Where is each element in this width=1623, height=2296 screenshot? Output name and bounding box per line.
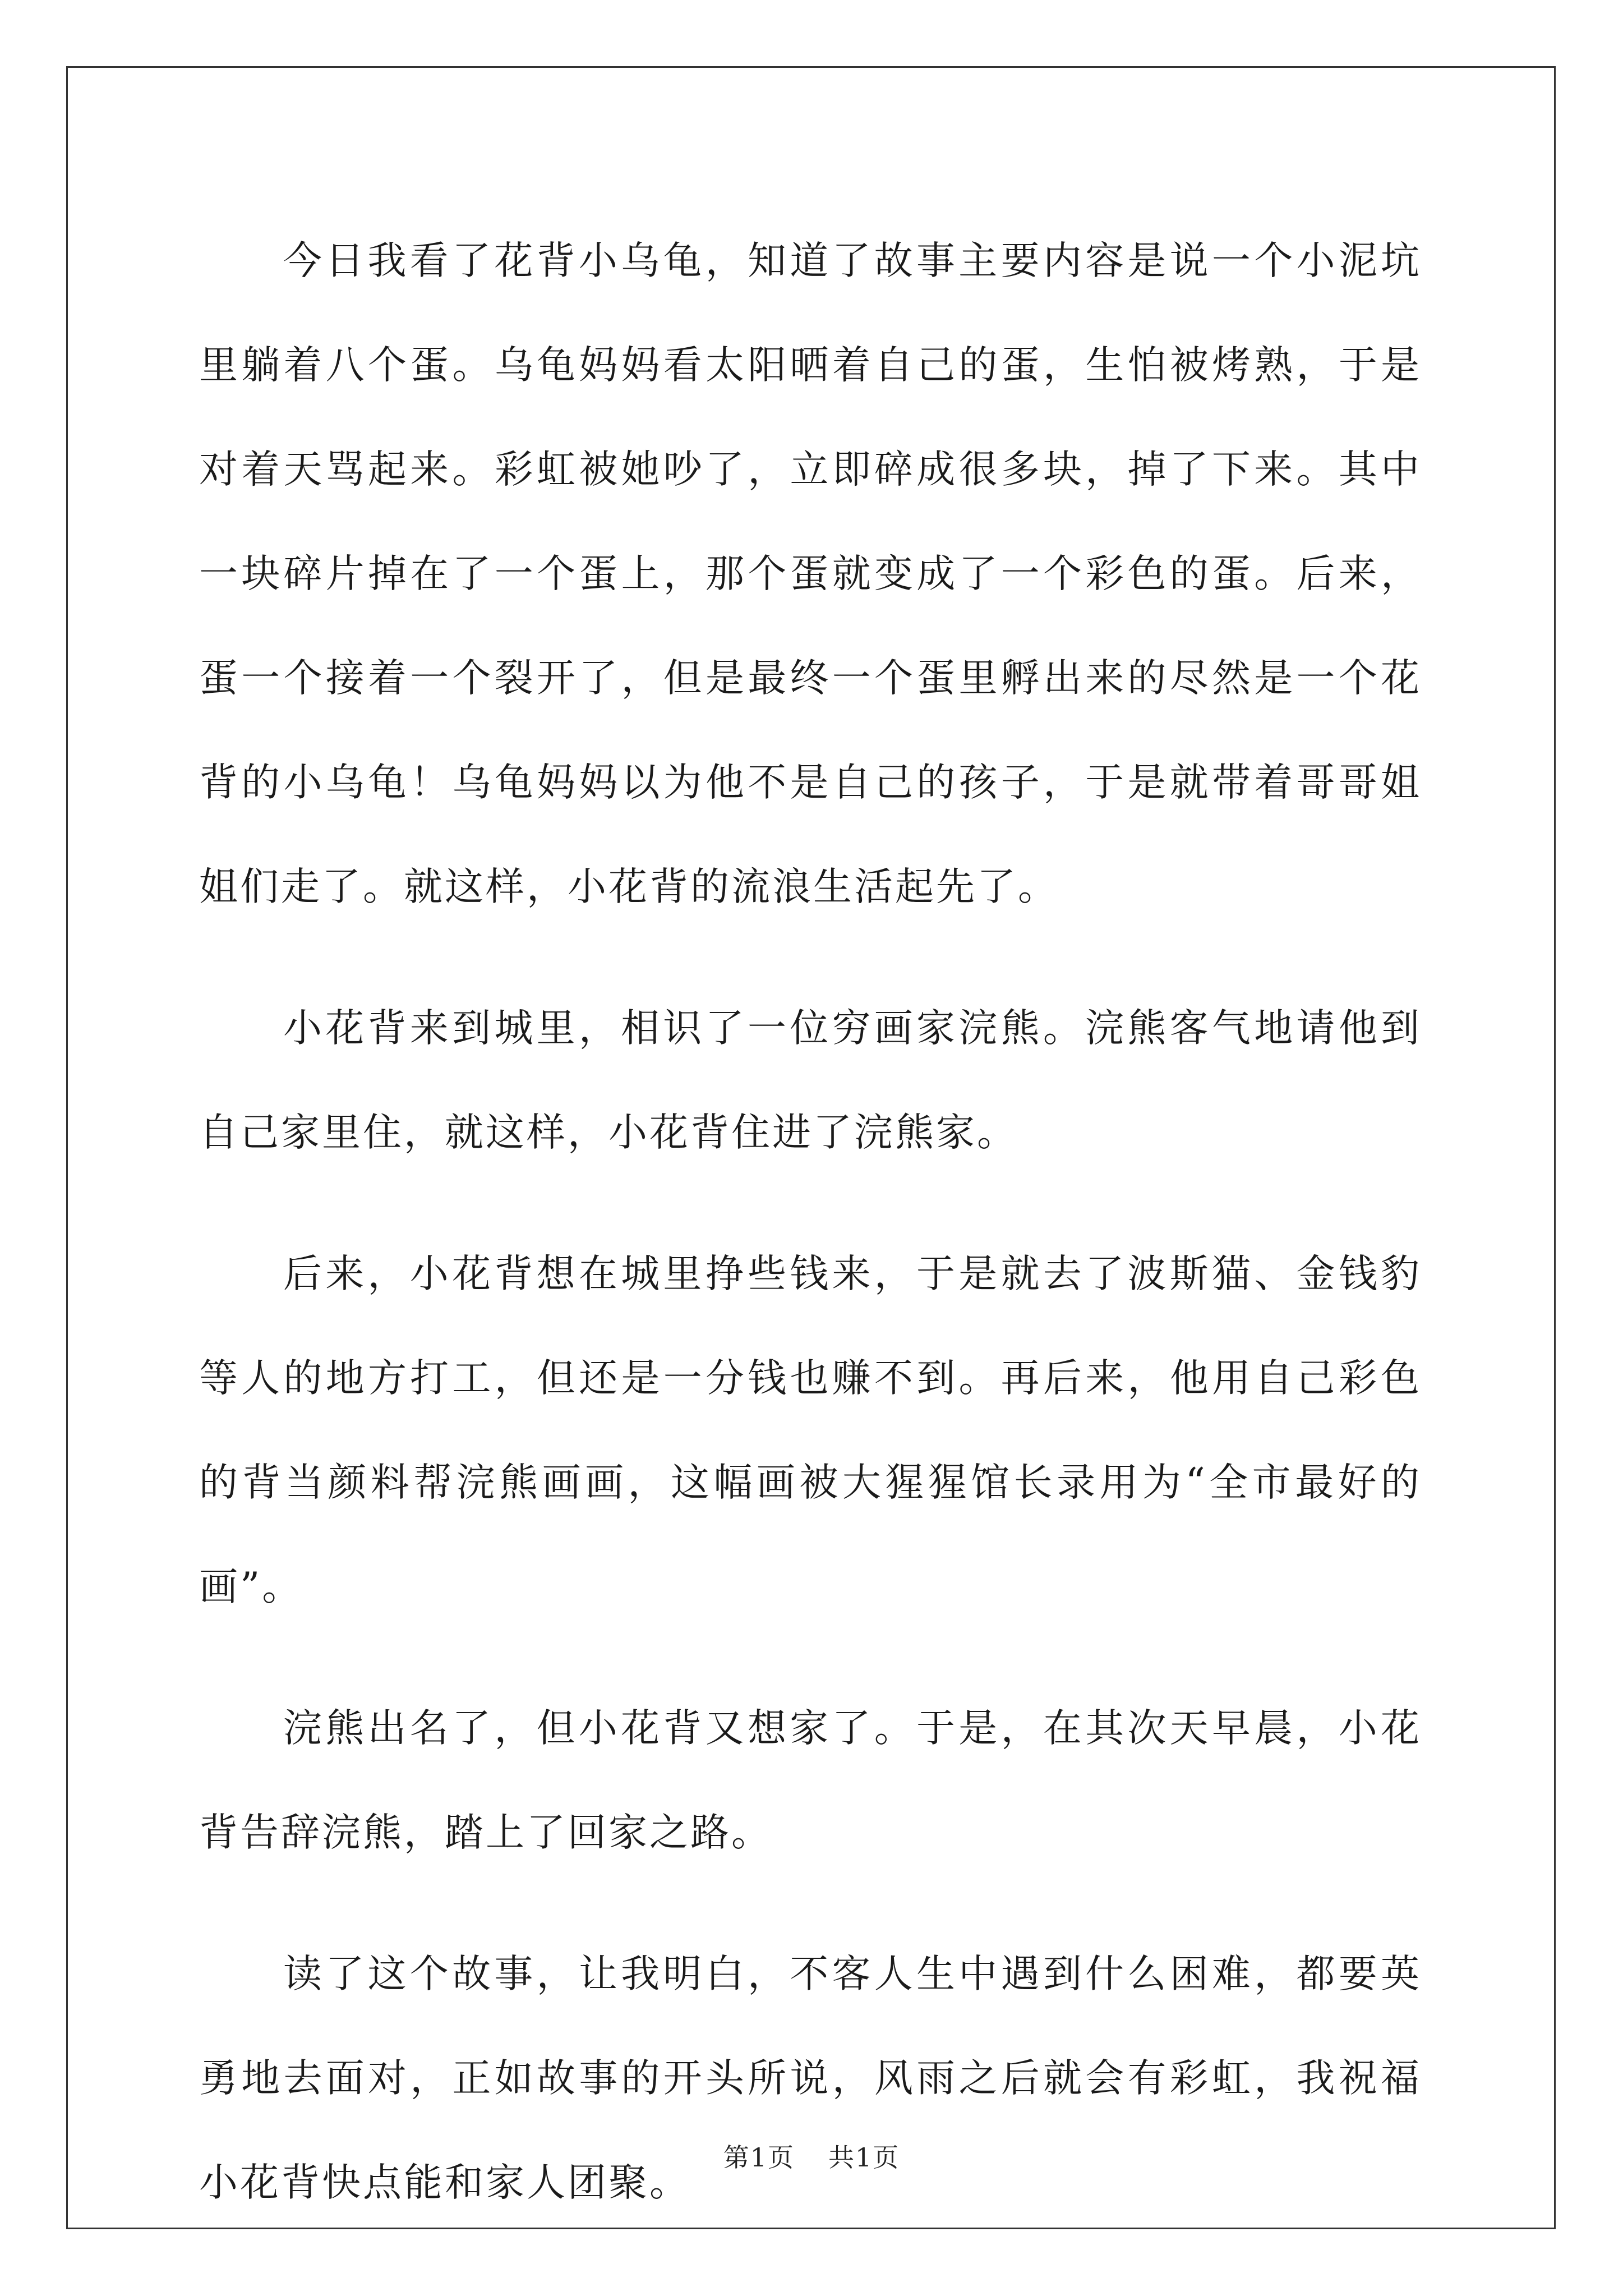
paragraph-3: 后来，小花背想在城里挣些钱来，于是就去了波斯猫、金钱豹等人的地方打工，但还是一分钱也赚不到。再后来，他用自己彩色的背当颜料帮浣熊画画，这幅画被大猩猩馆长录用为“全市最好的画”。 bbox=[199, 1251, 1422, 1609]
page-footer bbox=[0, 2137, 1623, 2174]
paragraph-4: 浣熊出名了，但小花背又想家了。于是，在其次天早晨，小花背告辞浣熊，踏上了回家之路。 bbox=[199, 1706, 1422, 1855]
paragraph-2: 小花背来到城里，相识了一位穷画家浣熊。浣熊客气地请他到自己家里住，就这样，小花背住进了浣熊家。 bbox=[199, 1006, 1422, 1155]
document-body bbox=[199, 209, 1422, 2272]
page-total: 共1页 bbox=[828, 2142, 900, 2173]
paragraph-1: 今日我看了花背小乌龟，知道了故事主要内容是说一个小泥坑里躺着八个蛋。乌龟妈妈看太阳晒着自己的蛋，生怕被烤熟，于是对着天骂起来。彩虹被她吵了，立即碎成很多块，掉了下来。其中一块碎片掉在了一个蛋上，那个蛋就变成了一个彩色的蛋。后来，蛋一个接着一个裂开了，但是最终一个蛋里孵出来的尽然是一个花背的小乌龟！乌龟妈妈以为他不是自己的孩子，于是就带着哥哥姐姐们走了。就这样，小花背的流浪生活起先了。 bbox=[199, 238, 1422, 909]
page-number: 第1页 bbox=[723, 2142, 795, 2173]
paragraph-5: 读了这个故事，让我明白，不客人生中遇到什么困难，都要英勇地去面对，正如故事的开头所说，风雨之后就会有彩虹，我祝福小花背快点能和家人团聚。 bbox=[199, 1952, 1422, 2205]
